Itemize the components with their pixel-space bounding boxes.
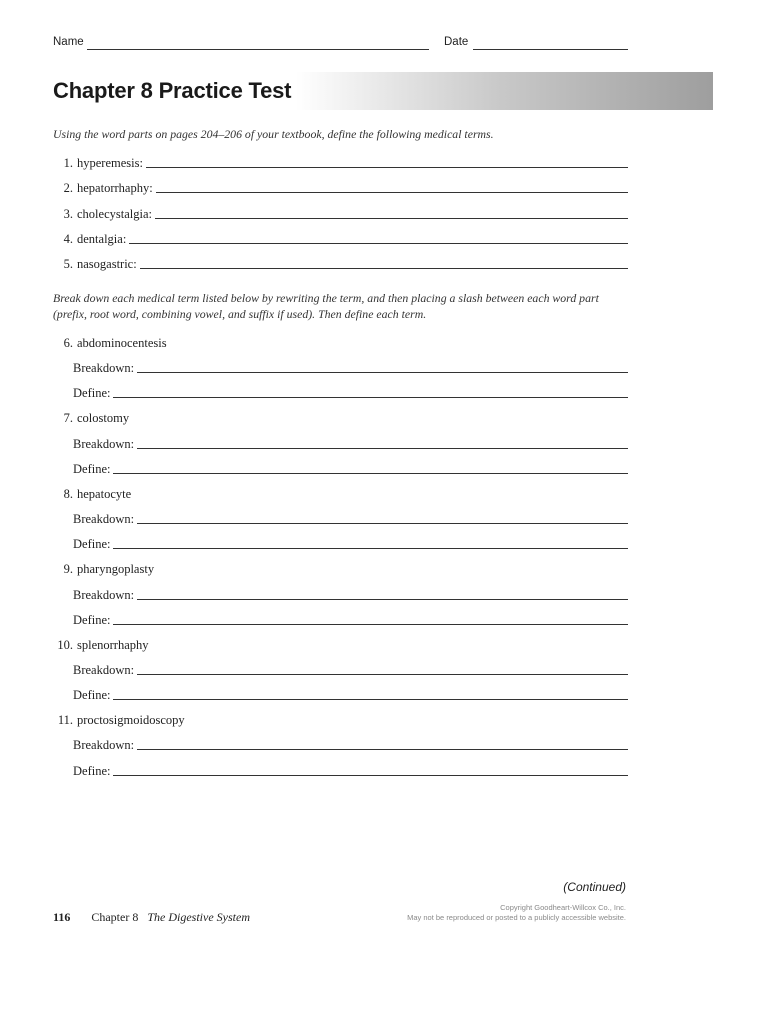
breakdown-row: [73, 358, 628, 376]
question-term: abdominocentesis: [77, 336, 167, 350]
question-number: 9.: [63, 562, 73, 577]
define-answer-line[interactable]: [113, 548, 628, 549]
question-term: nasogastric:: [77, 257, 137, 272]
breakdown-row: [73, 660, 628, 678]
footer-chapter: Chapter 8: [91, 910, 139, 924]
answer-line[interactable]: [146, 167, 628, 168]
question-term: hepatocyte: [77, 486, 132, 501]
define-label: Define:: [73, 461, 111, 476]
question-row: [53, 229, 628, 247]
footer-left: [53, 910, 250, 925]
question-number: 1.: [63, 156, 73, 170]
breakdown-row: [73, 735, 628, 753]
question-term: proctosigmoidoscopy: [77, 713, 185, 728]
breakdown-label: Breakdown:: [73, 436, 135, 451]
date-label: Date: [444, 36, 469, 48]
breakdown-row: [73, 434, 628, 452]
define-row: [73, 459, 628, 477]
define-label: Define:: [73, 537, 111, 552]
continued-label: (Continued): [563, 880, 626, 894]
question-number: 6.: [63, 336, 73, 350]
breakdown-row: [73, 585, 628, 603]
term-row: [53, 484, 628, 502]
question-row: [53, 153, 628, 171]
define-answer-line[interactable]: [113, 397, 628, 398]
question-number: 3.: [63, 206, 73, 221]
question-row: [53, 254, 628, 272]
breakdown-label: Breakdown:: [73, 512, 135, 527]
answer-line[interactable]: [156, 192, 628, 193]
question-row: [53, 178, 628, 196]
question-number: 4.: [63, 231, 73, 246]
define-row: [73, 761, 628, 779]
define-label: Define:: [73, 612, 111, 627]
breakdown-answer-line[interactable]: [137, 523, 628, 524]
question-number: 2.: [63, 181, 73, 196]
term-row: [53, 635, 628, 653]
breakdown-row: [73, 509, 628, 527]
define-answer-line[interactable]: [113, 473, 628, 474]
question-term: hepatorrhaphy:: [77, 181, 153, 196]
copyright-line-2: May not be reproduced or posted to a publicly accessible website.: [407, 913, 626, 922]
term-row: [53, 559, 628, 577]
question-number: 10.: [57, 637, 73, 652]
breakdown-answer-line[interactable]: [137, 674, 628, 675]
name-date-header: [53, 36, 628, 54]
answer-line[interactable]: [155, 218, 628, 219]
copyright-notice: [407, 903, 626, 923]
define-row: [73, 610, 628, 628]
section1-instructions: Using the word parts on pages 204–206 of your textbook, define the following medical terms.: [53, 127, 494, 141]
breakdown-answer-line[interactable]: [137, 448, 628, 449]
define-answer-line[interactable]: [113, 775, 628, 776]
answer-line[interactable]: [129, 243, 628, 244]
breakdown-label: Breakdown:: [73, 662, 135, 677]
question-term: dentalgia:: [77, 231, 127, 246]
question-row: [53, 204, 628, 222]
question-number: 5.: [63, 257, 73, 272]
define-row: [73, 383, 628, 401]
define-row: [73, 534, 628, 552]
define-label: Define:: [73, 386, 111, 401]
breakdown-label: Breakdown:: [73, 587, 135, 602]
question-term: cholecystalgia:: [77, 206, 152, 221]
date-line: [473, 49, 628, 50]
copyright-line-1: Copyright Goodheart-Willcox Co., Inc.: [500, 903, 626, 912]
breakdown-answer-line[interactable]: [137, 749, 628, 750]
question-number: 7.: [63, 411, 73, 426]
question-term: pharyngoplasty: [77, 562, 155, 577]
question-term: splenorrhaphy: [77, 637, 149, 652]
question-number: 8.: [63, 486, 73, 501]
define-label: Define:: [73, 688, 111, 703]
name-label: Name: [53, 36, 84, 48]
page-number: 116: [53, 910, 71, 924]
section2-instructions: Break down each medical term listed below by rewriting the term, and then placing a slash between each word part (prefix, root word, combining vowel, and suffix if used). Then define each term.: [53, 291, 599, 321]
define-answer-line[interactable]: [113, 699, 628, 700]
answer-line[interactable]: [140, 268, 628, 269]
define-answer-line[interactable]: [113, 624, 628, 625]
term-row: [53, 333, 628, 351]
define-row: [73, 685, 628, 703]
breakdown-label: Breakdown:: [73, 361, 135, 376]
question-term: colostomy: [77, 411, 130, 426]
page-title: Chapter 8 Practice Test: [53, 78, 292, 103]
breakdown-answer-line[interactable]: [137, 372, 628, 373]
question-number: 11.: [57, 713, 73, 728]
term-row: [53, 408, 628, 426]
footer-book-title: The Digestive System: [147, 910, 250, 924]
question-term: hyperemesis:: [77, 156, 143, 170]
name-line: [87, 49, 429, 50]
define-label: Define:: [73, 763, 111, 778]
term-row: [53, 710, 628, 728]
breakdown-label: Breakdown:: [73, 738, 135, 753]
breakdown-answer-line[interactable]: [137, 599, 628, 600]
